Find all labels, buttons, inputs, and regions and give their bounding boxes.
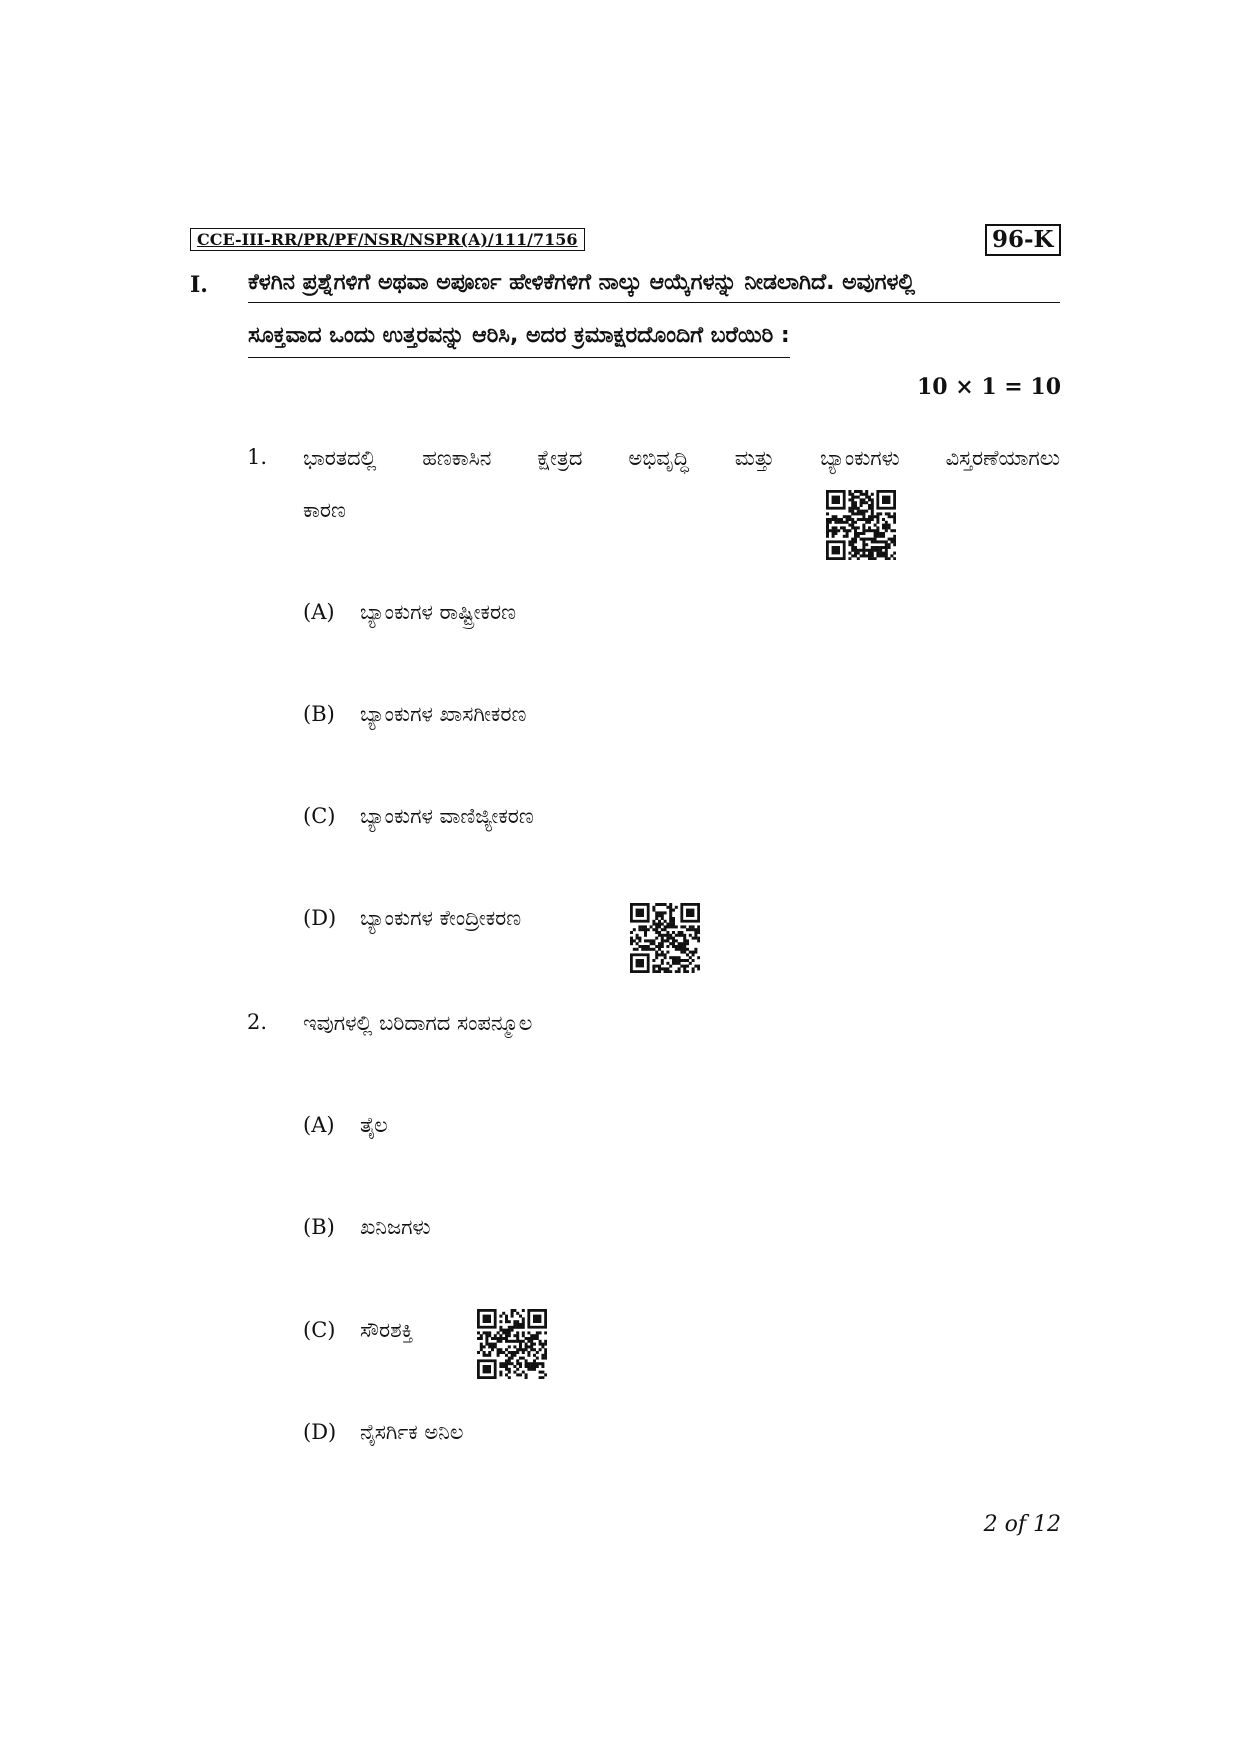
qr-code-icon	[826, 490, 896, 560]
question-2-option-d-text: ನೈಸರ್ಗಿಕ ಅನಿಲ	[360, 1420, 464, 1444]
question-1-option-c-label: (C)	[303, 804, 336, 828]
page-number: 2 of 12	[983, 1512, 1061, 1537]
section-instruction-line2: ಸೂಕ್ತವಾದ ಒಂದು ಉತ್ತರವನ್ನು ಆರಿಸಿ, ಅದರ ಕ್ರಮಾಕ್ಷರದೊಂದಿಗೆ ಬರೆಯಿರಿ :	[248, 321, 790, 358]
section-instruction-line1: ಕೆಳಗಿನ ಪ್ರಶ್ನೆಗಳಿಗೆ ಅಥವಾ ಅಪೂರ್ಣ ಹೇಳಿಕೆಗಳಿಗೆ ನಾಲ್ಕು ಆಯ್ಕೆಗಳನ್ನು ನೀಡಲಾಗಿದೆ. ಅವುಗಳಲ್ಲಿ	[248, 268, 1060, 303]
question-2-option-c-label: (C)	[303, 1318, 336, 1342]
question-2-option-c-text: ಸೌರಶಕ್ತಿ	[360, 1318, 414, 1342]
paper-code-badge: 96-K	[985, 224, 1061, 256]
question-2-option-b-text: ಖನಿಜಗಳು	[360, 1215, 431, 1239]
question-1-text-line1: ಭಾರತದಲ್ಲಿ ಹಣಕಾಸಿನ ಕ್ಷೇತ್ರದ ಅಭಿವೃದ್ಧಿ ಮತ್ತು ಬ್ಯಾಂಕುಗಳು ವಿಸ್ತರಣೆಯಾಗಲು	[303, 446, 1060, 470]
question-1-option-b-label: (B)	[303, 702, 335, 726]
question-2-text: ಇವುಗಳಲ್ಲಿ ಬರಿದಾಗದ ಸಂಪನ್ಮೂಲ	[303, 1011, 533, 1035]
question-1-option-d-text: ಬ್ಯಾಂಕುಗಳ ಕೇಂದ್ರೀಕರಣ	[360, 906, 522, 930]
question-2-option-a-label: (A)	[303, 1113, 335, 1137]
section-marks: 10 × 1 = 10	[916, 374, 1061, 400]
question-1-option-b-text: ಬ್ಯಾಂಕುಗಳ ಖಾಸಗೀಕರಣ	[360, 702, 527, 726]
question-2-option-d-label: (D)	[303, 1420, 337, 1444]
qr-code-icon	[477, 1309, 547, 1379]
question-2-number: 2.	[247, 1010, 268, 1034]
question-1-option-d-label: (D)	[303, 906, 337, 930]
question-1-option-c-text: ಬ್ಯಾಂಕುಗಳ ವಾಣಿಜ್ಯೀಕರಣ	[360, 804, 534, 828]
qr-code-icon	[630, 903, 700, 973]
question-1-option-a-text: ಬ್ಯಾಂಕುಗಳ ರಾಷ್ಟ್ರೀಕರಣ	[360, 600, 516, 624]
question-1-text-line2: ಕಾರಣ	[303, 498, 346, 522]
question-1-option-a-label: (A)	[303, 600, 335, 624]
question-2-option-a-text: ತೈಲ	[360, 1113, 388, 1137]
question-2-option-b-label: (B)	[303, 1215, 335, 1239]
exam-code: CCE-III-RR/PR/PF/NSR/NSPR(A)/111/7156	[190, 228, 585, 251]
question-1-number: 1.	[247, 445, 268, 469]
section-number: I.	[190, 272, 208, 298]
